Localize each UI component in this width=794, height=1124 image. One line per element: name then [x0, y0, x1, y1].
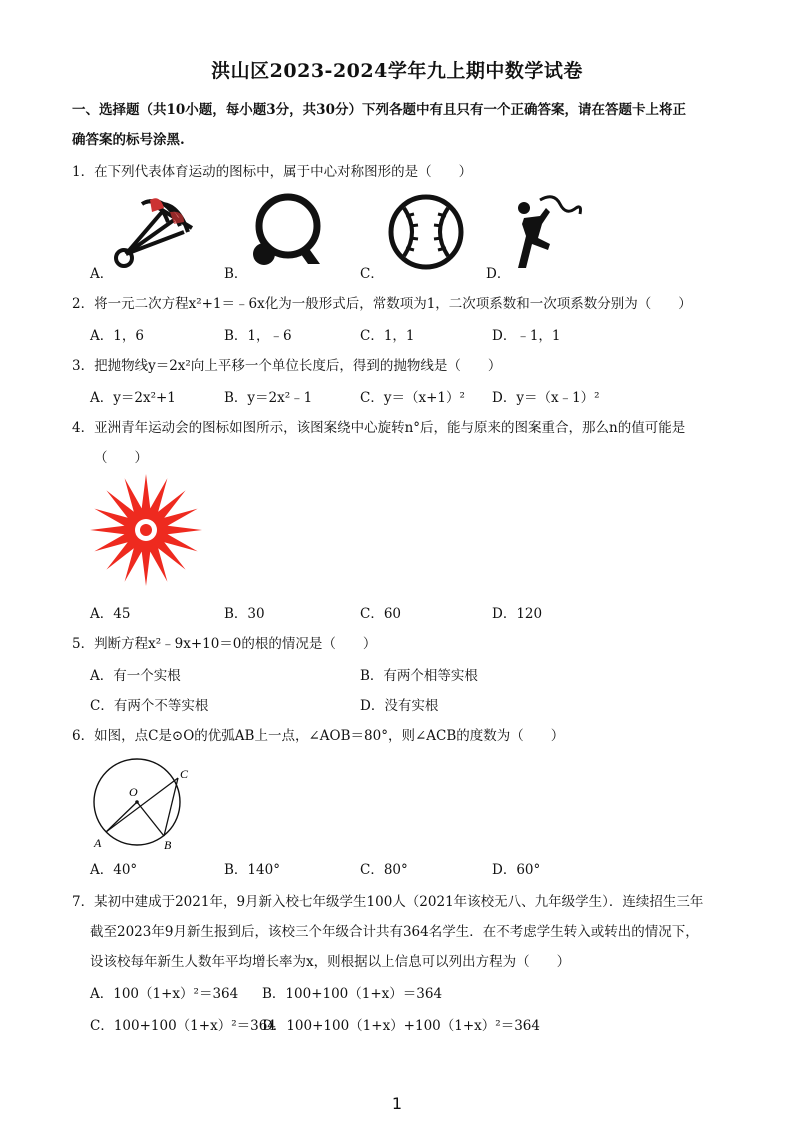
center-point — [135, 800, 139, 804]
q1-option-b: B． — [224, 266, 248, 282]
section-header-line1: 一、选择题（共10小题，每小题3分，共30分）下列各题中有且只有一个正确答案，请在答题卡上将正 — [72, 102, 686, 118]
question-1-text: 1．在下列代表体育运动的图标中，属于中心对称图形的是（ ） — [72, 164, 473, 180]
badminton-icon — [112, 192, 198, 272]
q3-option-b: B．y＝2x²﹣1 — [224, 390, 313, 406]
question-4-line1: 4．亚洲青年运动会的图标如图所示，该图案绕中心旋转n°后，能与原来的图案重合，那么n的值可能是 — [72, 420, 686, 436]
segment-oa — [106, 802, 137, 832]
q1-option-c: C． — [360, 266, 384, 282]
question-7-line2: 截至2023年9月新生报到后，该校三个年级合计共有364名学生．在不考虑学生转入或转出的情况下， — [90, 924, 699, 940]
q5-option-a: A．有一个实根 — [90, 668, 181, 684]
question-5-text: 5．判断方程x²﹣9x+10＝0的根的情况是（ ） — [72, 636, 377, 652]
q6-option-a: A．40° — [90, 862, 138, 878]
q4-option-a: A．45 — [90, 606, 131, 622]
q3-option-c: C．y＝（x+1）² — [360, 390, 465, 406]
q5-option-b: B．有两个相等实根 — [360, 668, 478, 684]
question-6-text: 6．如图，点C是⊙O的优弧AB上一点，∠AOB＝80°，则∠ACB的度数为（ ） — [72, 728, 565, 744]
q5-option-c: C．有两个不等实根 — [90, 698, 209, 714]
q4-option-b: B．30 — [224, 606, 265, 622]
segment-ob — [137, 802, 164, 836]
label-b: B — [164, 838, 172, 852]
baseball-icon — [386, 192, 466, 272]
q2-option-c: C．1，1 — [360, 328, 415, 344]
q2-option-d: D．﹣1，1 — [492, 328, 561, 344]
q2-option-a: A．1，6 — [90, 328, 144, 344]
q1-option-d: D． — [486, 266, 511, 282]
q1-option-a: A． — [90, 266, 114, 282]
q5-option-d: D．没有实根 — [360, 698, 439, 714]
q3-option-a: A．y＝2x²+1 — [90, 390, 176, 406]
label-a: A — [94, 836, 102, 850]
label-o: O — [129, 785, 138, 799]
question-2-text: 2．将一元二次方程x²+1＝﹣6x化为一般形式后，常数项为1，二次项系数和一次项系数分别为（ ） — [72, 296, 692, 312]
q7-option-d: D．100+100（1+x）+100（1+x）²＝364 — [262, 1018, 540, 1034]
q7-option-a: A．100（1+x）²＝364 — [90, 986, 239, 1002]
q6-option-b: B．140° — [224, 862, 280, 878]
circle-diagram — [84, 756, 200, 852]
q3-option-d: D．y＝（x﹣1）² — [492, 390, 600, 406]
question-3-text: 3．把抛物线y＝2x²向上平移一个单位长度后，得到的抛物线是（ ） — [72, 358, 502, 374]
emblem-center-dot — [140, 524, 152, 536]
q4-option-c: C．60 — [360, 606, 402, 622]
page-number: 1 — [391, 1094, 403, 1113]
question-7-line3: 设该校每年新生人数年平均增长率为x，则根据以上信息可以列出方程为（ ） — [90, 954, 571, 970]
q7-option-b: B．100+100（1+x）＝364 — [262, 986, 443, 1002]
q7-option-c: C．100+100（1+x）²＝364 — [90, 1018, 276, 1034]
gymnastics-icon — [510, 194, 590, 272]
q6-option-c: C．80° — [360, 862, 408, 878]
page-title: 洪山区2023-2024学年九上期中数学试卷 — [211, 60, 583, 82]
q4-option-d: D．120 — [492, 606, 543, 622]
question-4-line2: （ ） — [94, 450, 148, 466]
q6-option-d: D．60° — [492, 862, 541, 878]
q2-option-b: B．1，﹣6 — [224, 328, 292, 344]
question-7-line1: 7．某初中建成于2021年，9月新入校七年级学生100人（2021年该校无八、九年级学生）．连续招生三年 — [72, 894, 704, 910]
asian-youth-games-emblem — [88, 472, 204, 588]
table-tennis-icon — [248, 192, 328, 272]
section-header-line2: 确答案的标号涂黑. — [72, 132, 185, 148]
label-c: C — [180, 767, 189, 781]
